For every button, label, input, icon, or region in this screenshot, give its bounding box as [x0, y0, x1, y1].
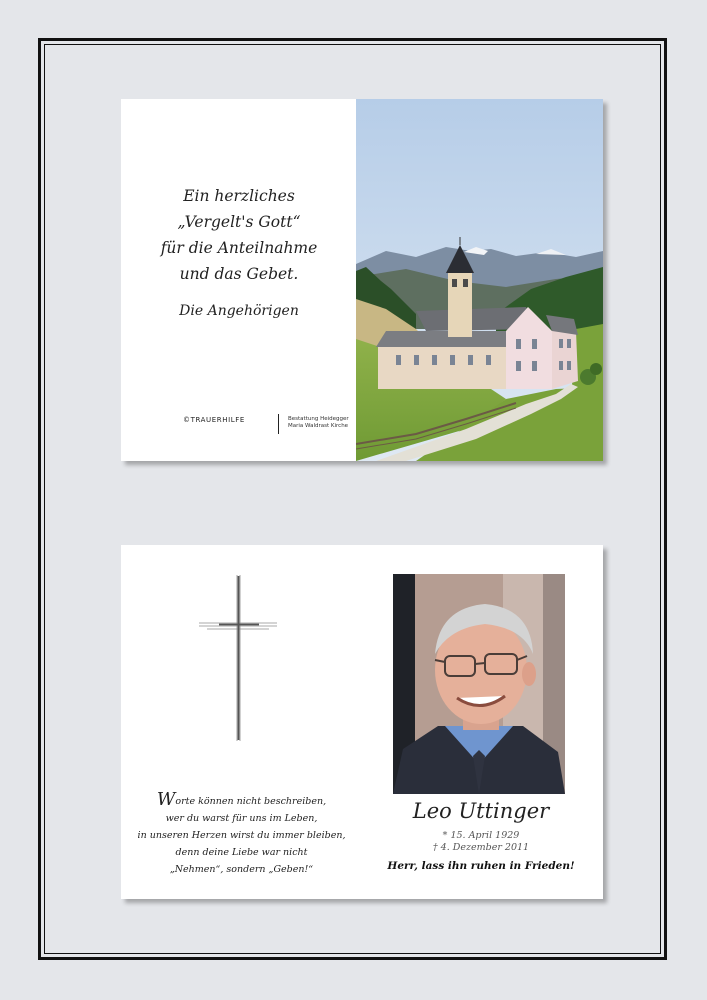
thanks-line: Ein herzliches [183, 187, 295, 205]
poem-dropcap: W [156, 789, 176, 810]
logo-company-line1: Bestattung Heidegger [288, 416, 349, 422]
poem-line-3: in unseren Herzen wirst du immer bleiben, [137, 830, 346, 841]
logo-company-line2: Maria Waldrast Kirche [288, 423, 349, 429]
rip-text: Herr, lass ihn ruhen in Frieden! [387, 860, 575, 872]
logo-company [288, 416, 349, 430]
poem-line-5: „Nehmen“, sondern „Geben!“ [169, 864, 314, 875]
church-mountain-photo [356, 99, 603, 461]
thanks-text [121, 183, 357, 319]
poem [129, 791, 354, 878]
cross-icon [199, 573, 279, 743]
life-dates [383, 830, 579, 854]
thanks-line: für die Anteilnahme [160, 239, 318, 257]
portrait-photo [393, 574, 565, 794]
poem-line-2: wer du warst für uns im Leben, [165, 813, 318, 824]
poem-line-1 [129, 791, 354, 810]
death-date: † 4. Dezember 2011 [432, 842, 530, 853]
poem-line-text: orte können nicht beschreiben, [175, 796, 327, 807]
memorial-card [121, 545, 603, 899]
deceased-name: Leo Uttinger [412, 799, 550, 823]
thanks-card [121, 99, 603, 461]
thanks-line: „Vergelt's Gott“ [177, 213, 301, 231]
signature: Die Angehörigen [179, 303, 299, 319]
logo-divider [278, 414, 279, 434]
thanks-line: und das Gebet. [179, 265, 299, 283]
trauerhilfe-logo [183, 414, 349, 436]
church-photo-svg [356, 99, 603, 461]
logo-brand: ©TRAUERHILFE [183, 416, 245, 424]
birth-date: * 15. April 1929 [442, 830, 520, 841]
poem-line-4: denn deine Liebe war nicht [175, 847, 308, 858]
